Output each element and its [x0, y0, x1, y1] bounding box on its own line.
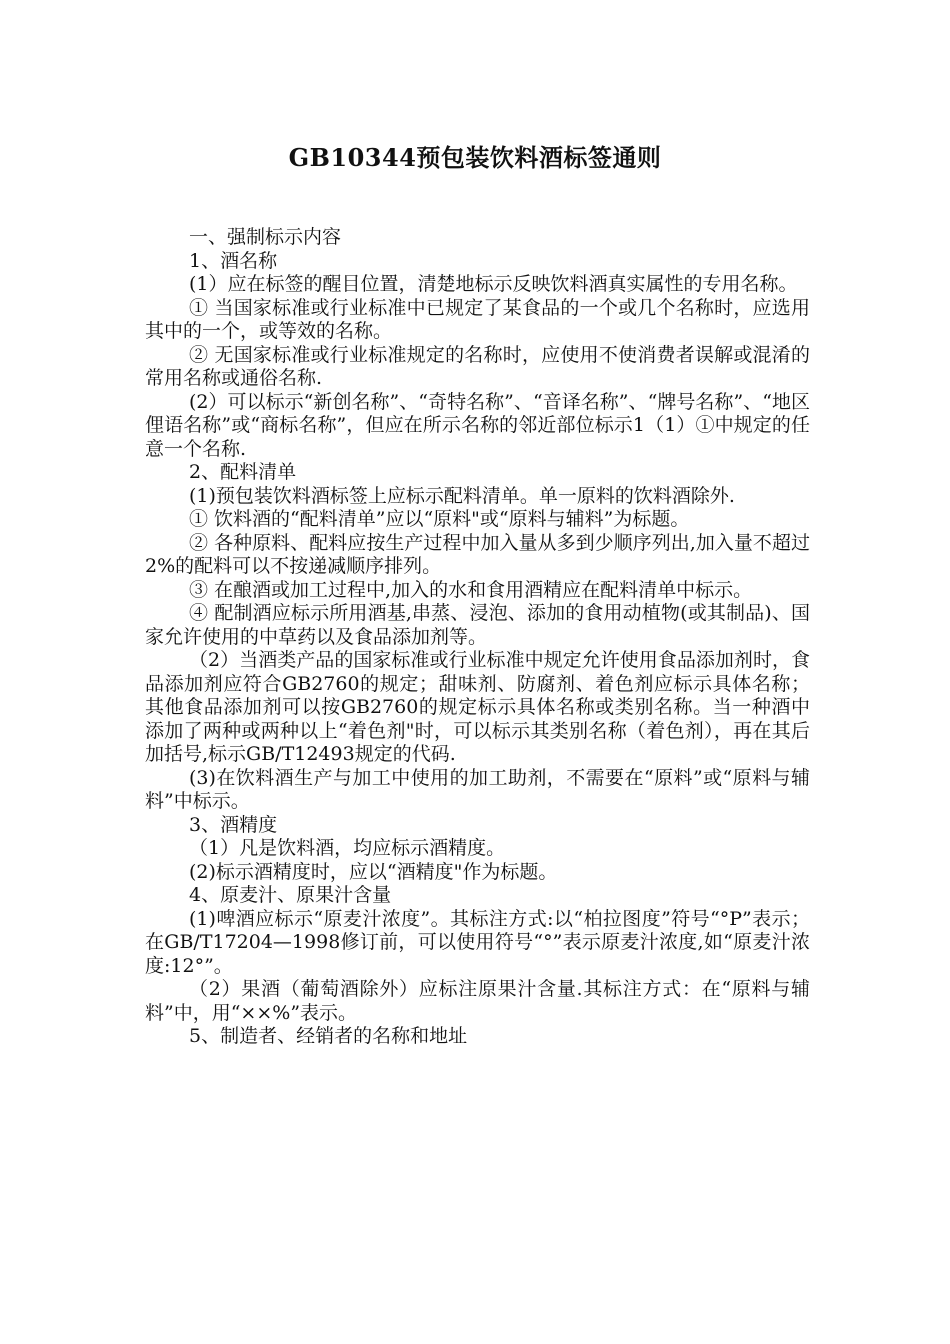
subsection-heading: 5、制造者、经销者的名称和地址: [189, 1025, 468, 1047]
paragraph: ① 饮料酒的“配料清单”应以“原料"或“原料与辅料”为标题。: [189, 508, 690, 530]
paragraph: (2)标示酒精度时，应以“酒精度"作为标题。: [189, 860, 558, 883]
subsection-heading: 2、配料清单: [189, 461, 297, 483]
paragraph: (1）应在标签的醒目位置，清楚地标示反映饮料酒真实属性的专用名称。: [189, 273, 798, 295]
paragraph: （2）当酒类产品的国家标准或行业标准中规定允许使用食品添加剂时，食品添加剂应符合GB2760的规定；甜味剂、防腐剂、着色剂应标示具体名称；其他食品添加剂可以按GB2760的规定标示具体名称或类别名称。当一种酒中添加了两种或两种以上“着色剂"时，可以标示其类别名称（着色剂），再在其后加括号,标示GB/T12493规定的代码.: [145, 649, 810, 765]
paragraph: (1)啤酒应标示“原麦汁浓度”。其标注方式:以“柏拉图度”符号“°P”表示；在GB/T17204—1998修订前，可以使用符号“°”表示原麦汁浓度,如“原麦汁浓度:12°”。: [145, 907, 810, 977]
paragraph: （2）果酒（葡萄酒除外）应标注原果汁含量.其标注方式：在“原料与辅料”中，用“××%”表示。: [145, 978, 810, 1024]
document-body: [145, 226, 810, 1049]
paragraph: （1）凡是饮料酒，均应标示酒精度。: [189, 837, 506, 859]
subsection-heading: 4、原麦汁、原果汁含量: [189, 884, 392, 906]
paragraph: (1)预包装饮料酒标签上应标示配料清单。单一原料的饮料酒除外.: [189, 484, 735, 507]
subsection-heading: 3、酒精度: [189, 813, 278, 836]
section-heading: 一、强制标示内容: [189, 226, 342, 248]
paragraph: ② 各种原料、配料应按生产过程中加入量从多到少顺序列出,加入量不超过2%的配料可以不按递减顺序排列。: [145, 531, 810, 577]
paragraph: ② 无国家标准或行业标准规定的名称时，应使用不使消费者误解或混淆的常用名称或通俗名称.: [145, 343, 810, 389]
paragraph: ① 当国家标准或行业标准中已规定了某食品的一个或几个名称时，应选用其中的一个，或等效的名称。: [145, 296, 810, 342]
paragraph: ③ 在酿酒或加工过程中,加入的水和食用酒精应在配料清单中标示。: [189, 578, 753, 601]
paragraph: (2）可以标示“新创名称”、“奇特名称”、“音译名称”、“牌号名称”、“地区俚语名称”或“商标名称”，但应在所示名称的邻近部位标示1（1）①中规定的任意一个名称.: [145, 390, 810, 460]
paragraph: ④ 配制酒应标示所用酒基,串蒸、浸泡、添加的食用动植物(或其制品)、国家允许使用的中草药以及食品添加剂等。: [145, 602, 810, 648]
paragraph: (3)在饮料酒生产与加工中使用的加工助剂，不需要在“原料”或“原料与辅料”中标示。: [145, 766, 810, 812]
document-title: GB10344预包装饮料酒标签通则: [288, 143, 662, 172]
subsection-heading: 1、酒名称: [189, 249, 278, 272]
